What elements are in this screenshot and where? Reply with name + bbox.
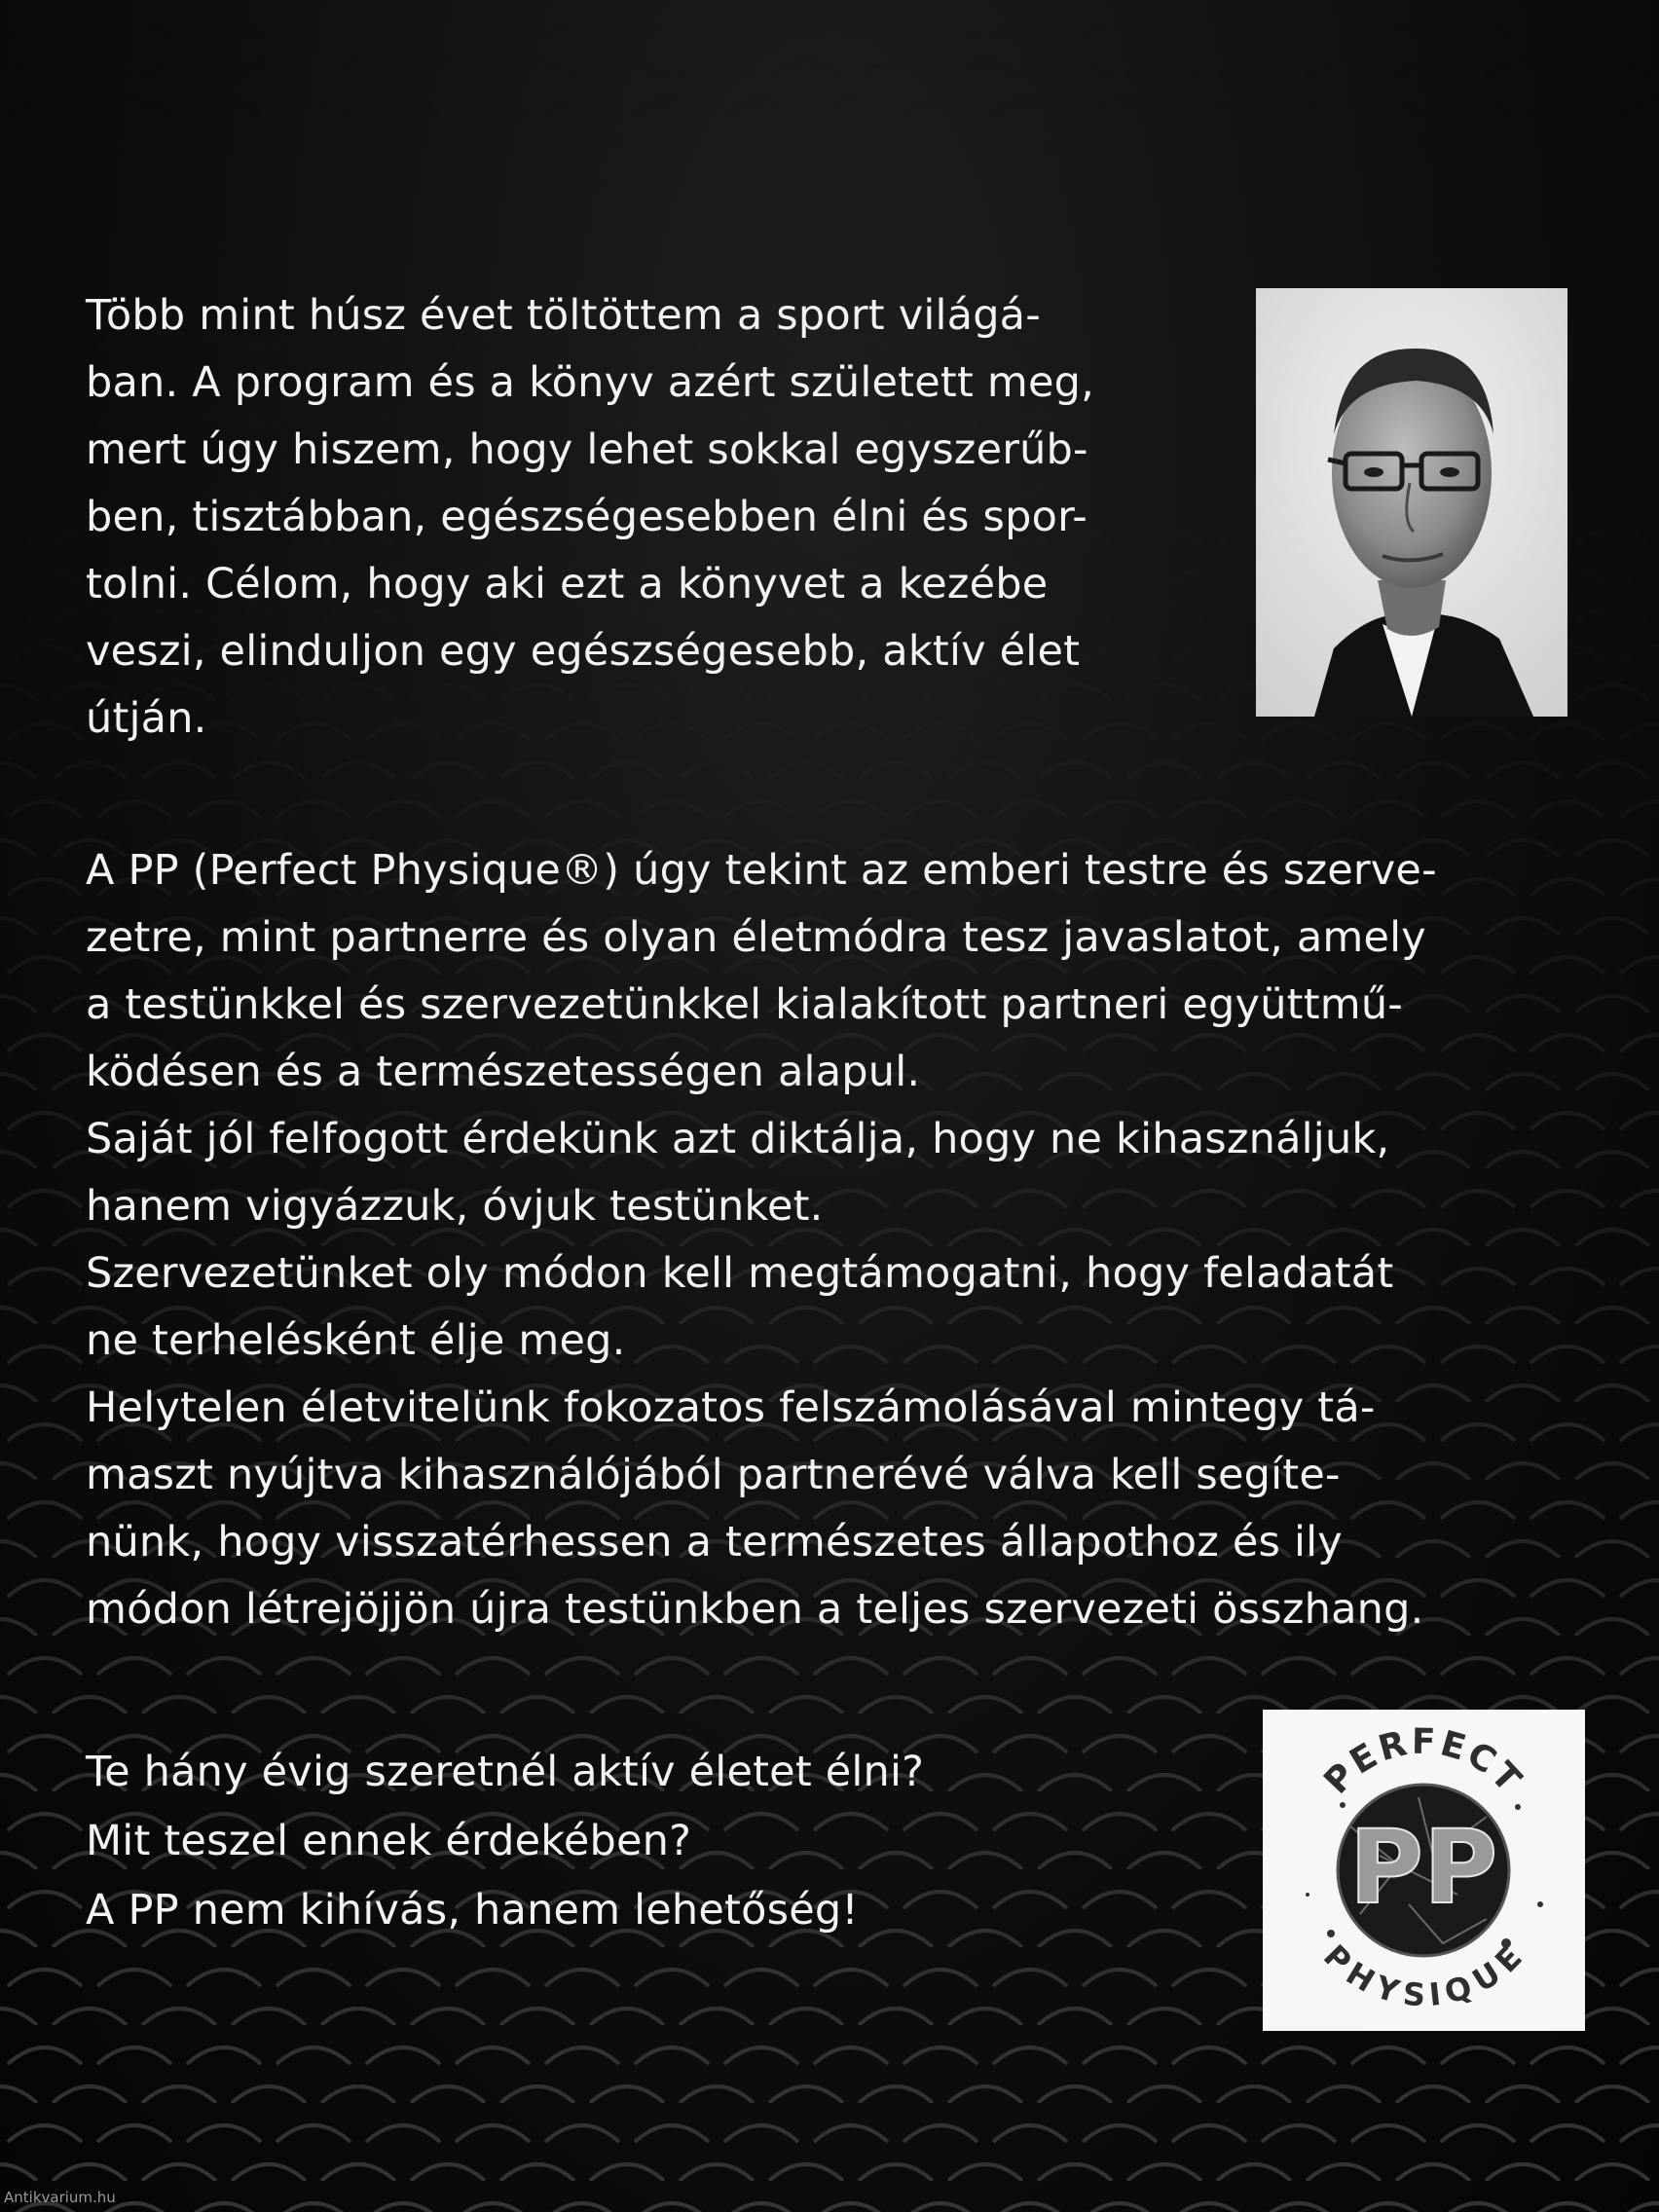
perfect-physique-logo [1263,1710,1585,2031]
svg-text:PERFECT: PERFECT [1316,1721,1530,1802]
closing-questions: Te hány évig szeretnél aktív életet élni? Mit teszel ennek érdekében? A PP nem kihívás, hanem lehetőség! [86,1748,925,1935]
svg-text:PP: PP [1348,1808,1498,1927]
svg-text:PHYSIQUE: PHYSIQUE [1316,1936,1531,2014]
intro-paragraph: Több mint húsz évet töltöttem a sport világá- ban. A program és a könyv azért született meg, mert úgy hiszem, hogy lehet sokkal egyszerűb- ben, tisztábban, egészségesebben élni és spor- tolni. Célom, hogy aki ezt a könyvet a kezébe veszi, elinduljon egy egészségesebb, aktív élet útján. [86,291,1094,743]
author-portrait [1256,288,1567,717]
watermark: Antikvarium.hu [4,2189,116,2206]
philosophy-paragraph: A PP (Perfect Physique®) úgy tekint az emberi testre és szerve- zetre, mint partnerre és olyan életmódra tesz javaslatot, amely a testünkkel és szervezetünkkel kialakított partneri együttmű- ködésen és a természetességen alapul. Saját jól felfogott érdekünk azt diktálja, hogy ne kihasználjuk, hanem vigyázzuk, óvjuk testünket. Szervezetünket oly módon kell megtámogatni, hogy feladatát ne terhelésként élje meg. Helytelen életvitelünk fokozatos felszámolásával mintegy tá- maszt nyújtva kihasználójából partnerévé válva kell segíte- nünk, hogy visszatérhessen a természetes állapothoz és ily módon létrejöjjön újra testünkben a teljes szervezeti összhang. [86,846,1437,1634]
